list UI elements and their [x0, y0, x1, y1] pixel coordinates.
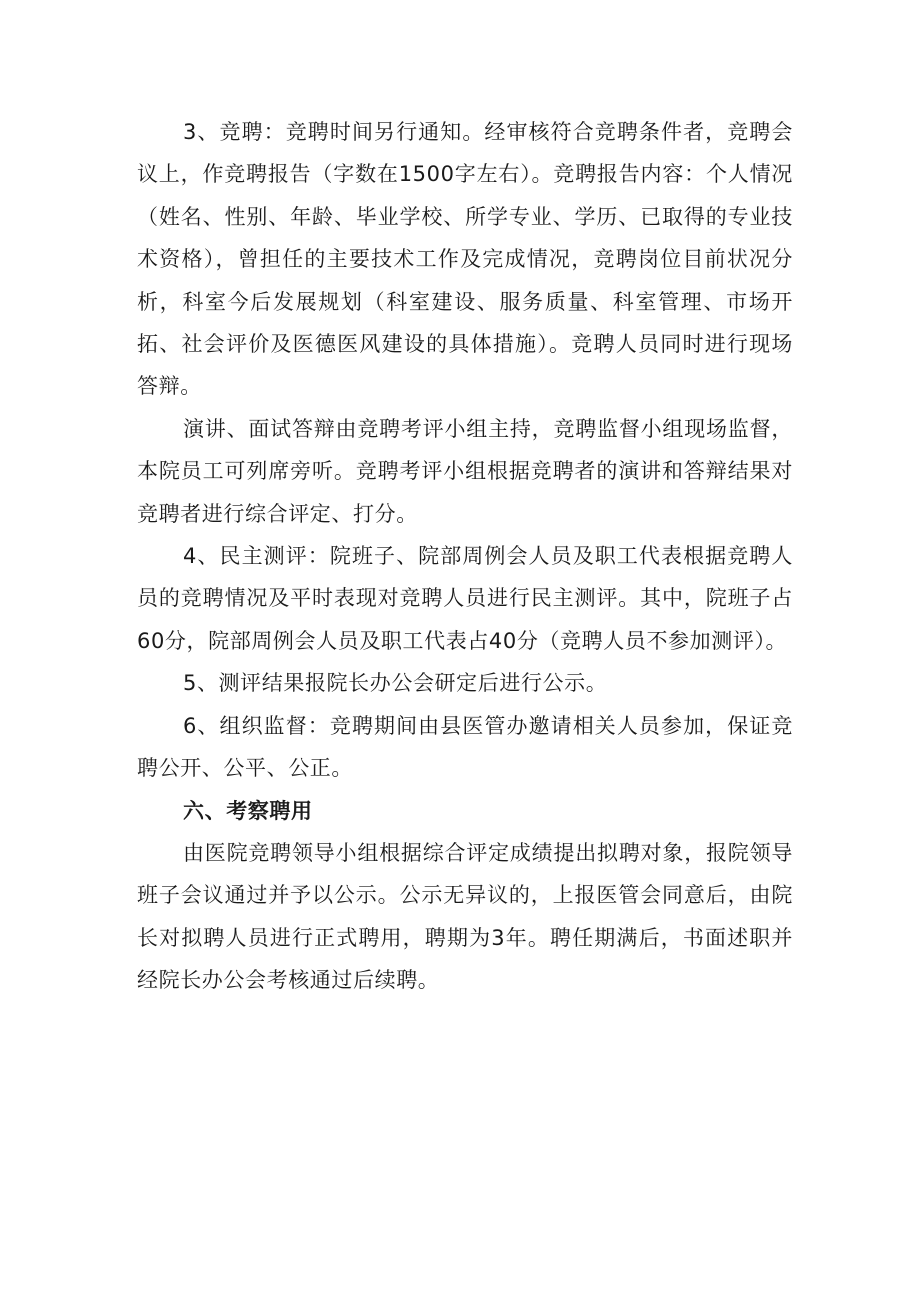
- section-heading-inspection-appointment: 六、考察聘用: [183, 798, 313, 823]
- paragraph-interview: 演讲、面试答辩由竞聘考评小组主持，竞聘监督小组现场监督，本院员工可列席旁听。竞聘考评小组根据竞聘者的演讲和答辩结果对竞聘者进行综合评定、打分。: [137, 416, 793, 526]
- paragraph-competition: 3、竞聘：竞聘时间另行通知。经审核符合竞聘条件者，竞聘会议上，作竞聘报告（字数在1500字左右）。竞聘报告内容：个人情况（姓名、性别、年龄、毕业学校、所学专业、学历、已取得的专业技术资格），曾担任的主要技术工作及完成情况，竞聘岗位目前状况分析，科室今后发展规划（科室建设、服务质量、科室管理、市场开拓、社会评价及医德医风建设的具体措施）。竞聘人员同时进行现场答辩。: [137, 120, 793, 399]
- paragraph-results-publicity: 5、测评结果报院长办公会研定后进行公示。: [183, 671, 608, 696]
- paragraph-supervision: 6、组织监督：竞聘期间由县医管办邀请相关人员参加，保证竞聘公开、公平、公正。: [137, 713, 793, 781]
- document-body: [137, 111, 793, 1002]
- paragraph-democratic-evaluation: 4、民主测评：院班子、院部周例会人员及职工代表根据竞聘人员的竞聘情况及平时表现对竞聘人员进行民主测评。其中，院班子占60分，院部周例会人员及职工代表占40分（竞聘人员不参加测评）。: [137, 544, 793, 653]
- paragraph-appointment: 由医院竞聘领导小组根据综合评定成绩提出拟聘对象，报院领导班子会议通过并予以公示。公示无异议的，上报医管会同意后，由院长对拟聘人员进行正式聘用，聘期为3年。聘任期满后，书面述职并经院长办公会考核通过后续聘。: [137, 840, 793, 993]
